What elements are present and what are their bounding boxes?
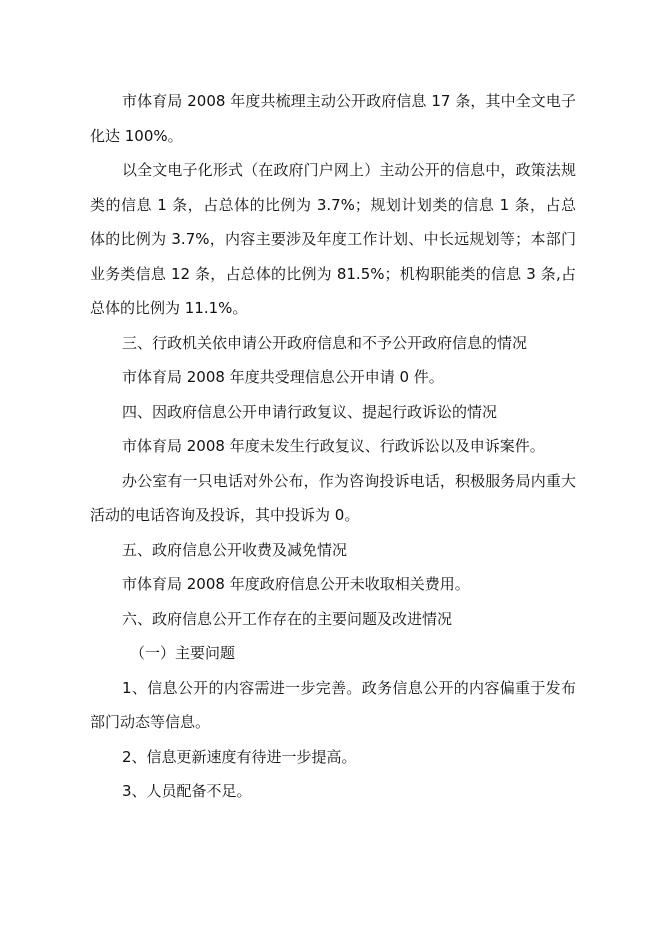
- paragraph-disclosure-count: 市体育局 2008 年度共梳理主动公开政府信息 17 条，其中全文电子化达 100%。: [90, 92, 576, 145]
- paragraph-review-cases: 市体育局 2008 年度未发生行政复议、行政诉讼以及申诉案件。: [122, 437, 545, 455]
- subsection-heading-main-problems: （一）主要问题: [130, 644, 236, 662]
- section-heading-6: 六、政府信息公开工作存在的主要问题及改进情况: [122, 609, 453, 628]
- list-item-problem-2: 2、信息更新速度有待进一步提高。: [122, 747, 357, 766]
- paragraph-fees: 市体育局 2008 年度政府信息公开未收取相关费用。: [122, 575, 470, 593]
- section-heading-4: 四、因政府信息公开申请行政复议、提起行政诉讼的情况: [122, 402, 498, 421]
- paragraph-applications: 市体育局 2008 年度共受理信息公开申请 0 件。: [122, 368, 444, 386]
- section-heading-3: 三、行政机关依申请公开政府信息和不予公开政府信息的情况: [122, 333, 528, 352]
- list-item-problem-1: 1、信息公开的内容需进一步完善。政务信息公开的内容偏重于发布部门动态等信息。: [90, 678, 576, 731]
- paragraph-disclosure-breakdown: 以全文电子化形式（在政府门户网上）主动公开的信息中，政策法规类的信息 1 条，占总体的比例为 3.7%；规划计划类的信息 1 条，占总体的比例为 3.7%，内容主要涉及年度工作计划、中长远规划等；本部门业务类信息 12 条，占总体的比例为 81.5%；机构职能类的信息 3 条,占总体的比例为 11.1%。: [90, 161, 576, 317]
- paragraph-phone-complaints: 办公室有一只电话对外公布，作为咨询投诉电话，积极服务局内重大活动的电话咨询及投诉，其中投诉为 0。: [90, 471, 576, 524]
- section-heading-5: 五、政府信息公开收费及减免情况: [122, 540, 348, 559]
- document-body: [90, 84, 576, 809]
- list-item-problem-3: 3、人员配备不足。: [122, 782, 252, 800]
